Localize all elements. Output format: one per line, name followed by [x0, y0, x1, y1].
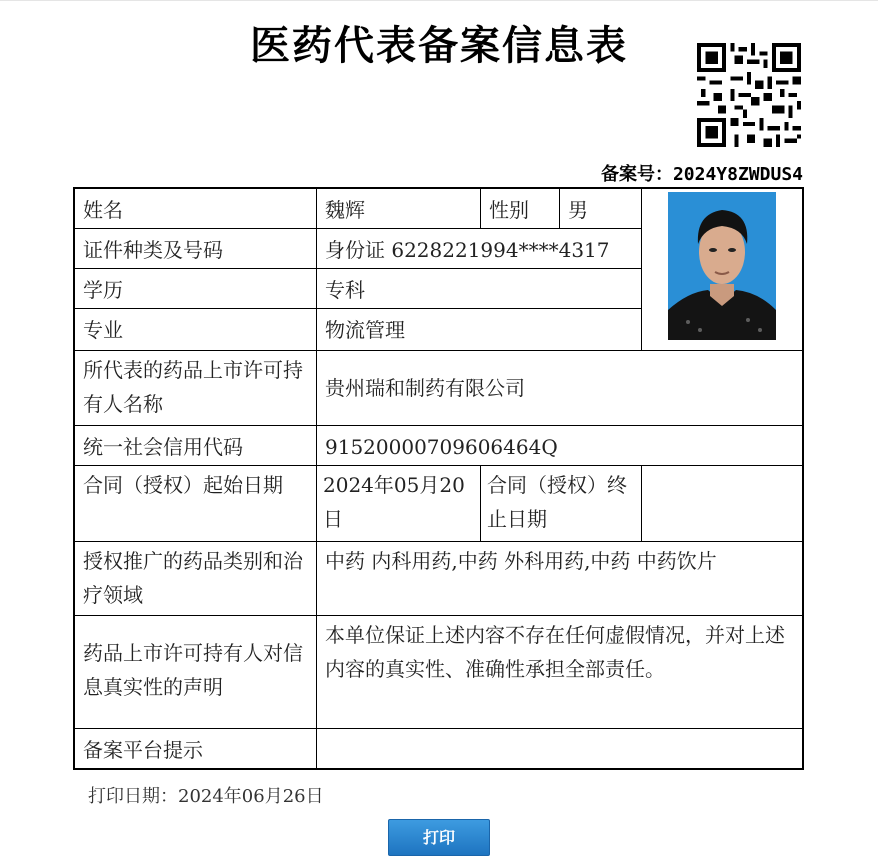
qr-code-icon	[697, 43, 801, 147]
holder-value: 贵州瑞和制药有限公司	[325, 376, 525, 400]
statement-label: 药品上市许可持有人对信息真实性的声明	[83, 641, 303, 699]
gender-value: 男	[568, 198, 588, 222]
name-value: 魏辉	[325, 198, 365, 222]
holder-label: 所代表的药品上市许可持有人名称	[83, 358, 303, 416]
id-value: 身份证 6228221994****4317	[325, 238, 610, 262]
contract-end-value	[642, 466, 802, 541]
statement-value: 本单位保证上述内容不存在任何虚假情况，并对上述内容的真实性、准确性承担全部责任。	[325, 623, 785, 681]
platform-tip-label: 备案平台提示	[83, 738, 203, 762]
id-label: 证件种类及号码	[83, 238, 223, 262]
record-number	[601, 160, 803, 186]
major-label: 专业	[83, 318, 123, 342]
category-label: 授权推广的药品类别和治疗领域	[83, 549, 303, 607]
credit-code-label: 统一社会信用代码	[83, 435, 243, 459]
print-date: 打印日期：2024年06月26日	[88, 786, 324, 807]
education-value: 专科	[325, 278, 365, 302]
contract-start-label: 合同（授权）起始日期	[83, 473, 283, 497]
category-value: 中药 内科用药,中药 外科用药,中药 中药饮片	[325, 549, 717, 573]
gender-label: 性别	[489, 198, 529, 222]
top-divider	[0, 0, 878, 1]
platform-tip-value	[317, 729, 802, 768]
major-value: 物流管理	[325, 318, 405, 342]
contract-end-label: 合同（授权）终止日期	[487, 473, 627, 531]
record-number-label: 备案号：	[600, 164, 673, 185]
credit-code-value: 91520000709606464Q	[325, 435, 558, 459]
contract-start-value: 2024年05月20日	[323, 473, 465, 531]
id-photo	[668, 192, 776, 340]
page-title: 医药代表备案信息表	[250, 22, 628, 69]
record-number-value: 2024Y8ZWDUS4	[672, 164, 803, 185]
name-label: 姓名	[83, 198, 123, 222]
education-label: 学历	[83, 278, 123, 302]
print-button[interactable]: 打印	[388, 819, 490, 856]
